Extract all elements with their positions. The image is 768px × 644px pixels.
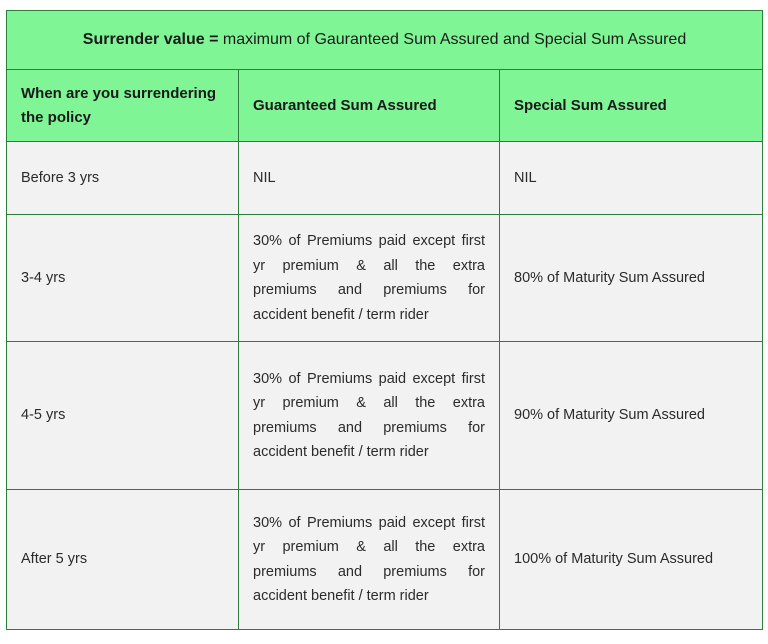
cell-special: 100% of Maturity Sum Assured	[500, 490, 763, 630]
cell-when: After 5 yrs	[7, 490, 239, 630]
header-row	[7, 70, 763, 142]
title-bold: Surrender value =	[82, 31, 219, 48]
column-header-when: When are you surrendering the policy	[7, 70, 239, 142]
table-title	[7, 11, 763, 70]
cell-when: 4-5 yrs	[7, 342, 239, 490]
title-rest: maximum of Gauranteed Sum Assured and Special Sum Assured	[218, 31, 687, 48]
title-row	[7, 11, 763, 70]
table-row	[7, 490, 763, 630]
table-row	[7, 142, 763, 215]
cell-special: 80% of Maturity Sum Assured	[500, 215, 763, 342]
table-row	[7, 342, 763, 490]
cell-special: NIL	[500, 142, 763, 215]
cell-special: 90% of Maturity Sum Assured	[500, 342, 763, 490]
cell-when: Before 3 yrs	[7, 142, 239, 215]
cell-when: 3-4 yrs	[7, 215, 239, 342]
cell-guaranteed: 30% of Premiums paid except first yr premium & all the extra premiums and premiums for accident benefit / term rider	[239, 342, 500, 490]
table-row	[7, 215, 763, 342]
cell-guaranteed: 30% of Premiums paid except first yr premium & all the extra premiums and premiums for accident benefit / term rider	[239, 490, 500, 630]
column-header-guaranteed: Guaranteed Sum Assured	[239, 70, 500, 142]
cell-guaranteed: 30% of Premiums paid except first yr premium & all the extra premiums and premiums for accident benefit / term rider	[239, 215, 500, 342]
column-header-special: Special Sum Assured	[500, 70, 763, 142]
cell-guaranteed: NIL	[239, 142, 500, 215]
surrender-value-table	[6, 10, 763, 630]
